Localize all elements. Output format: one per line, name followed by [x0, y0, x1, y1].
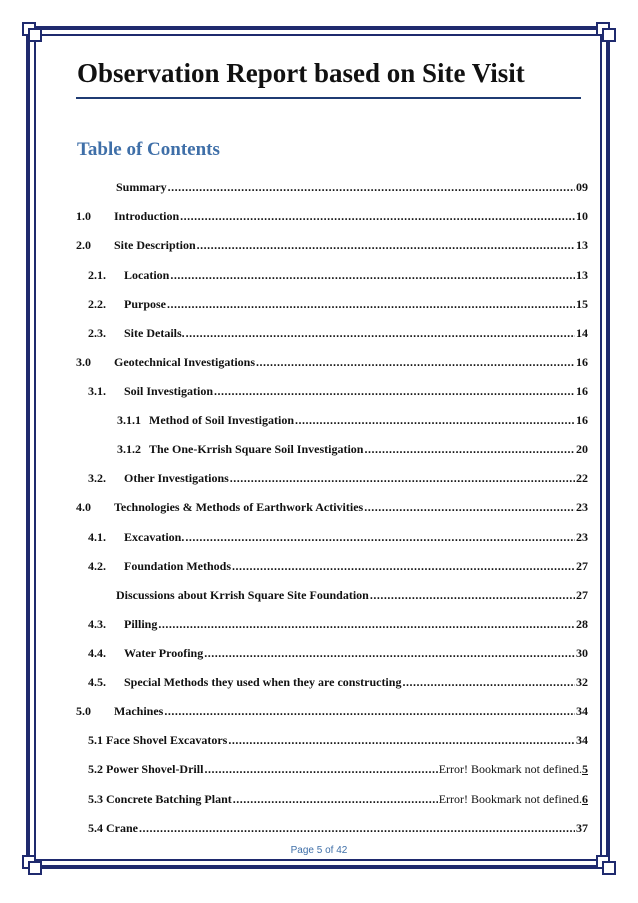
- toc-entry-page: 13: [576, 268, 588, 282]
- toc-entry-page: 14: [576, 326, 588, 340]
- dot-leader: [204, 646, 575, 661]
- toc-entry-page: 6: [582, 792, 588, 806]
- toc-entry-number: 1.0: [76, 209, 91, 223]
- toc-entry-label: Site Details.: [124, 326, 185, 340]
- toc-entry-page: 30: [576, 646, 588, 660]
- toc-entry-number: 3.1.2: [117, 442, 141, 456]
- dot-leader: [364, 442, 575, 457]
- toc-entry-label: The One-Krrish Square Soil Investigation: [149, 442, 364, 456]
- toc-entry-label: Purpose: [124, 297, 166, 311]
- toc-entry[interactable]: [76, 588, 588, 608]
- dot-leader: [232, 559, 575, 574]
- bookmark-error: Error! Bookmark not defined.: [438, 792, 582, 806]
- toc-entry-page: 13: [576, 238, 588, 252]
- dot-leader: [164, 704, 575, 719]
- toc-entry-number: 4.2.: [88, 559, 106, 573]
- toc-entry-label: Summary: [116, 180, 167, 194]
- dot-leader: [139, 821, 575, 836]
- toc-entry-number: 4.3.: [88, 617, 106, 631]
- toc-entry-label: Water Proofing: [124, 646, 204, 660]
- toc-entry[interactable]: [76, 471, 588, 491]
- toc-entry[interactable]: [76, 297, 588, 317]
- toc-entry-page: 23: [576, 530, 588, 544]
- corner-ornament: [596, 855, 616, 875]
- dot-leader: [167, 297, 575, 312]
- toc-entry[interactable]: [76, 180, 588, 200]
- toc-entry[interactable]: [76, 821, 588, 841]
- toc-entry[interactable]: [76, 733, 588, 753]
- toc-entry-page: 20: [576, 442, 588, 456]
- toc-entry-number: 4.4.: [88, 646, 106, 660]
- toc-entry[interactable]: [76, 326, 588, 346]
- toc-entry-label: Location: [124, 268, 170, 282]
- dot-leader: [364, 500, 575, 515]
- dot-leader: [256, 355, 575, 370]
- toc-entry[interactable]: [76, 646, 588, 666]
- toc-entry-number: 2.1.: [88, 268, 106, 282]
- toc-entry[interactable]: [76, 500, 588, 520]
- page-footer: Page 5 of 42: [290, 845, 348, 856]
- document-title: Observation Report based on Site Visit: [77, 58, 525, 88]
- toc-entry-page: 27: [576, 559, 588, 573]
- dot-leader: [402, 675, 575, 690]
- toc-entry[interactable]: [76, 413, 588, 433]
- dot-leader: [204, 762, 437, 777]
- toc-entry[interactable]: [76, 238, 588, 258]
- toc-entry-page: 16: [576, 413, 588, 427]
- toc-entry[interactable]: [76, 209, 588, 229]
- toc-entry-label: Other Investigations: [124, 471, 229, 485]
- toc-entry[interactable]: [76, 559, 588, 579]
- toc-entry-number: 2.0: [76, 238, 91, 252]
- toc-entry[interactable]: [76, 442, 588, 462]
- toc-entry-label: Pilling: [124, 617, 158, 631]
- dot-leader: [186, 326, 575, 341]
- toc-entry[interactable]: [76, 675, 588, 695]
- dot-leader: [214, 384, 575, 399]
- dot-leader: [370, 588, 575, 603]
- bookmark-error: Error! Bookmark not defined.: [438, 762, 582, 776]
- toc-entry[interactable]: [76, 704, 588, 724]
- toc-entry-page: 37: [576, 821, 588, 835]
- toc-entry-number: 2.2.: [88, 297, 106, 311]
- toc-entry-number: 3.1.1: [117, 413, 141, 427]
- toc-entry-label: Machines: [114, 704, 164, 718]
- toc-entry-number: 4.5.: [88, 675, 106, 689]
- toc-heading: Table of Contents: [77, 139, 220, 160]
- toc-entry[interactable]: [76, 762, 588, 782]
- dot-leader: [170, 268, 575, 283]
- toc-entry-number: 3.0: [76, 355, 91, 369]
- toc-entry-number: 4.1.: [88, 530, 106, 544]
- toc-entry-label: 5.3 Concrete Batching Plant: [88, 792, 232, 806]
- toc-entry[interactable]: [76, 268, 588, 288]
- toc-entry-label: Discussions about Krrish Square Site Foundation: [116, 588, 369, 602]
- toc-entry-page: 5: [582, 762, 588, 776]
- toc-entry-label: Special Methods they used when they are constructing: [124, 675, 402, 689]
- toc-entry-page: 23: [576, 500, 588, 514]
- toc-entry-page: 32: [576, 675, 588, 689]
- toc-entry[interactable]: [76, 355, 588, 375]
- toc-entry-page: 16: [576, 384, 588, 398]
- dot-leader: [233, 792, 438, 807]
- dot-leader: [168, 180, 575, 195]
- toc-entry-page: 34: [576, 704, 588, 718]
- toc-entry-label: Introduction: [114, 209, 180, 223]
- dot-leader: [185, 530, 575, 545]
- toc-entry[interactable]: [76, 384, 588, 404]
- toc-entry-label: Soil Investigation: [124, 384, 214, 398]
- toc-entry-page: 09: [576, 180, 588, 194]
- toc-entry-page: 16: [576, 355, 588, 369]
- toc-entry-page: 10: [576, 209, 588, 223]
- toc-entry-page: 28: [576, 617, 588, 631]
- corner-ornament: [22, 855, 42, 875]
- toc-entry-label: 5.4 Crane: [88, 821, 138, 835]
- toc-entry[interactable]: [76, 530, 588, 550]
- toc-entry-number: 3.2.: [88, 471, 106, 485]
- dot-leader: [295, 413, 575, 428]
- toc-entry-page: 15: [576, 297, 588, 311]
- toc-entry-page: 27: [576, 588, 588, 602]
- dot-leader: [158, 617, 575, 632]
- toc-entry-label: 5.1 Face Shovel Excavators: [88, 733, 228, 747]
- toc-entry-label: 5.2 Power Shovel-Drill: [88, 762, 204, 776]
- toc-entry-page: 22: [576, 471, 588, 485]
- dot-leader: [230, 471, 575, 486]
- title-underline: [76, 97, 581, 99]
- dot-leader: [180, 209, 575, 224]
- dot-leader: [228, 733, 575, 748]
- toc-entry-label: Method of Soil Investigation: [149, 413, 295, 427]
- toc-entry-label: Geotechnical Investigations: [114, 355, 255, 369]
- corner-ornament: [596, 22, 616, 42]
- toc-entry-label: Site Description: [114, 238, 196, 252]
- dot-leader: [197, 238, 575, 253]
- toc-entry-label: Foundation Methods: [124, 559, 232, 573]
- toc-entry-number: 4.0: [76, 500, 91, 514]
- toc-entry-page: 34: [576, 733, 588, 747]
- corner-ornament: [22, 22, 42, 42]
- toc-entry-number: 3.1.: [88, 384, 106, 398]
- toc-entry[interactable]: [76, 792, 588, 812]
- toc-entry-label: Technologies & Methods of Earthwork Activities: [114, 500, 364, 514]
- toc-entry-number: 5.0: [76, 704, 91, 718]
- toc-entry-label: Excavation.: [124, 530, 185, 544]
- toc-entry-number: 2.3.: [88, 326, 106, 340]
- toc-entry[interactable]: [76, 617, 588, 637]
